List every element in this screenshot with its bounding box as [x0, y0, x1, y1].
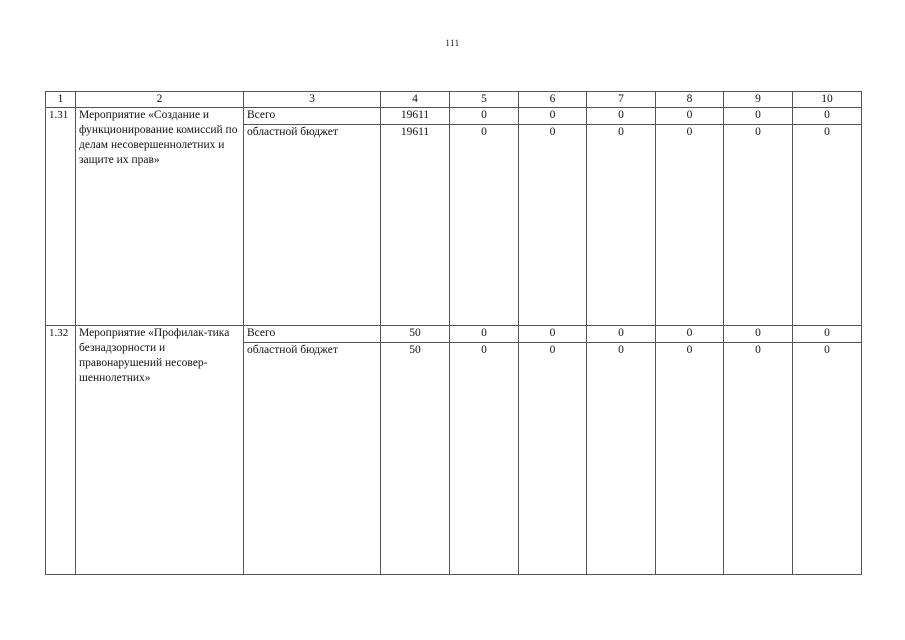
value-cell: 0 — [519, 108, 587, 125]
funding-source: Всего — [244, 326, 381, 343]
column-number: 8 — [656, 92, 724, 108]
value-cell: 0 — [724, 343, 793, 575]
value-cell: 50 — [381, 343, 450, 575]
table-row — [46, 326, 862, 343]
value-cell: 0 — [724, 125, 793, 326]
row-index: 1.31 — [46, 108, 76, 326]
table-row — [46, 108, 862, 125]
value-cell: 0 — [450, 125, 519, 326]
value-cell: 50 — [381, 326, 450, 343]
value-cell: 0 — [519, 326, 587, 343]
budget-table — [45, 91, 862, 575]
column-number: 3 — [244, 92, 381, 108]
column-number: 1 — [46, 92, 76, 108]
column-number: 2 — [76, 92, 244, 108]
column-number: 10 — [793, 92, 862, 108]
row-index: 1.32 — [46, 326, 76, 575]
value-cell: 19611 — [381, 125, 450, 326]
column-number: 5 — [450, 92, 519, 108]
value-cell: 0 — [450, 108, 519, 125]
funding-source: Всего — [244, 108, 381, 125]
value-cell: 0 — [587, 343, 656, 575]
value-cell: 0 — [450, 326, 519, 343]
value-cell: 0 — [793, 108, 862, 125]
column-number: 4 — [381, 92, 450, 108]
value-cell: 0 — [656, 108, 724, 125]
value-cell: 0 — [656, 326, 724, 343]
value-cell: 0 — [519, 125, 587, 326]
column-number-row — [46, 92, 862, 108]
value-cell: 0 — [450, 343, 519, 575]
row-description: Мероприятие «Создание и функционирование комиссий по делам несовершеннолетних и защите их прав» — [76, 108, 244, 326]
value-cell: 0 — [793, 343, 862, 575]
value-cell: 0 — [656, 125, 724, 326]
column-number: 9 — [724, 92, 793, 108]
value-cell: 0 — [793, 326, 862, 343]
funding-source: областной бюджет — [244, 343, 381, 575]
value-cell: 0 — [587, 326, 656, 343]
funding-source: областной бюджет — [244, 125, 381, 326]
value-cell: 0 — [519, 343, 587, 575]
page-number: 111 — [445, 38, 460, 48]
column-number: 7 — [587, 92, 656, 108]
value-cell: 0 — [587, 108, 656, 125]
row-description: Мероприятие «Профилак-тика безнадзорности и правонарушений несовер-шеннолетних» — [76, 326, 244, 575]
value-cell: 0 — [587, 125, 656, 326]
value-cell: 0 — [724, 326, 793, 343]
value-cell: 19611 — [381, 108, 450, 125]
value-cell: 0 — [724, 108, 793, 125]
column-number: 6 — [519, 92, 587, 108]
value-cell: 0 — [656, 343, 724, 575]
value-cell: 0 — [793, 125, 862, 326]
